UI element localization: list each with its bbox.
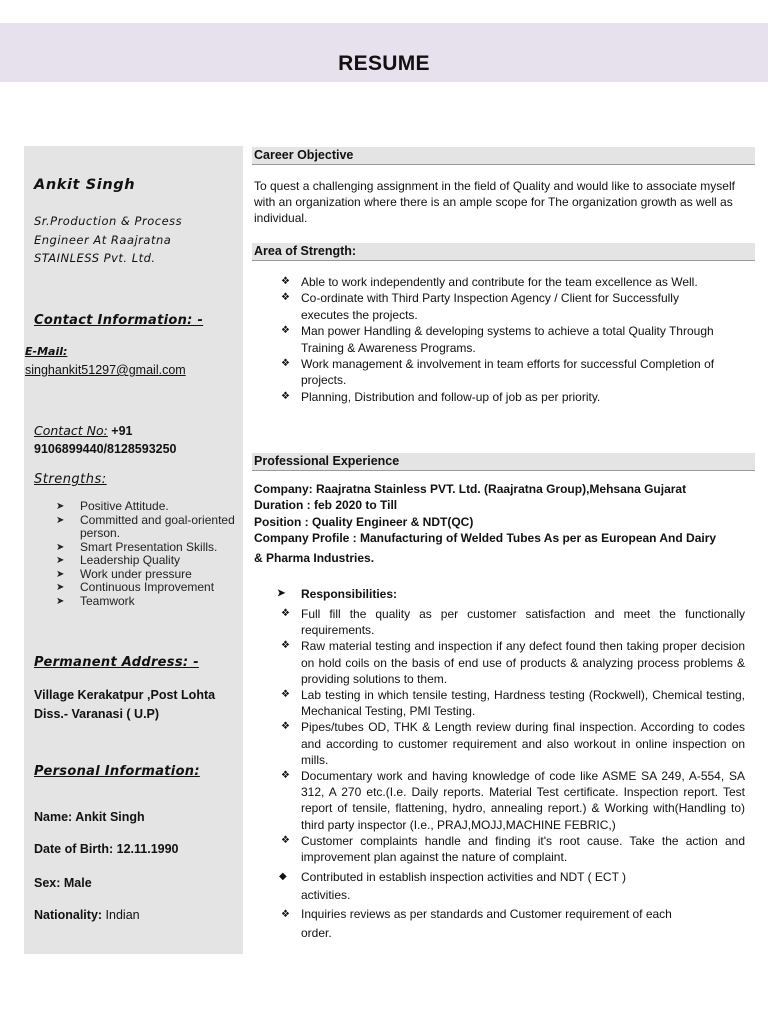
company-profile-line: Company Profile : Manufacturing of Welded Tubes As per as European And Dairy: [254, 530, 717, 545]
role-line: Sr.Production & Process: [34, 214, 183, 228]
list-item: ❖ Planning, Distribution and follow-up of job as per priority.: [281, 389, 601, 404]
address-line: Diss.- Varanasi ( U.P): [34, 707, 160, 721]
list-item: ➤ Committed and goal-oriented person.: [56, 512, 235, 540]
list-item: ❖ Man power Handling & developing systems to achieve a total Quality Through Training & Awareness Programs.: [281, 324, 714, 355]
contact-number: 9106899440/8128593250: [34, 442, 177, 456]
strengths-list: [56, 500, 241, 608]
list-item: ➤ Work under pressure: [56, 566, 192, 581]
list-item: ❖ Work management & involvement in team efforts for successful Completion of projects.: [281, 357, 715, 388]
inquiry-item: [277, 905, 747, 943]
role-line: Engineer At Raajratna: [34, 232, 172, 247]
company-profile-line: & Pharma Industries.: [254, 551, 375, 566]
personal-dob: Date of Birth: 12.11.1990: [34, 842, 179, 856]
career-objective-heading: Career Objective: [254, 148, 354, 162]
nationality-label: Nationality:: [34, 908, 103, 922]
arrow-icon: ➤: [277, 588, 286, 599]
list-item: ❖ Pipes/tubes OD, THK & Length review during final inspection. According to codes and according to customer requirement and also workout in online inspection on mills.: [281, 720, 745, 767]
contact-number-row: [34, 423, 133, 438]
email-label: E-Mail:: [25, 345, 68, 358]
professional-experience-heading: Professional Experience: [254, 454, 400, 468]
responsibilities-heading: [277, 587, 397, 601]
list-item: ❖ Documentary work and having knowledge of code like ASME SA 249, A-554, SA 312, A 270 etc.(I.e. Daily reports. Material Test certificate. Inspection report. Test report of tensile, flattening, hydro, annealing report.) & Working with(Handling to) third party inspector (I.e., PRAJ,MOJJ,MACHINE FEBRIC,): [281, 769, 745, 832]
candidate-role: [34, 212, 234, 268]
responsibilities-label: Responsibilities:: [301, 587, 398, 601]
list-item: ➤ Teamwork: [56, 593, 135, 608]
list-item: ➤ Smart Presentation Skills.: [56, 539, 218, 554]
contact-heading: Contact Information: -: [34, 313, 204, 328]
ect-line: activities.: [301, 888, 351, 902]
inquiry-line: order.: [301, 926, 332, 940]
list-item: ❖ Raw material testing and inspection if any defect found then taking proper decision on hold coils on the basis of end use of products & analyzing process problems & providing solutions to them.: [281, 639, 745, 686]
position-line: Position : Quality Engineer & NDT(QC): [254, 514, 474, 529]
strengths-heading: Strengths:: [34, 472, 107, 487]
candidate-name: Ankit Singh: [34, 177, 136, 193]
personal-nationality: [34, 908, 140, 922]
address-line: Village Kerakatpur ,Post Lohta: [34, 688, 216, 702]
address-heading: Permanent Address: -: [34, 655, 199, 670]
responsibilities-list: [277, 606, 745, 865]
list-item: ❖ Co-ordinate with Third Party Inspection Agency / Client for Successfully executes the projects.: [281, 291, 679, 322]
inquiry-line: Inquiries reviews as per standards and Customer requirement of each: [301, 907, 672, 921]
address: [34, 686, 215, 724]
list-item: ❖ Full fill the quality as per customer satisfaction and meet the functionally requirements.: [281, 607, 745, 638]
list-item: ❖ Lab testing in which tensile testing, Hardness testing (Rockwell), Chemical testing, Mechanical Testing, PMI Testing.: [281, 688, 745, 719]
contact-no-prefix: +91: [107, 424, 133, 438]
role-line: STAINLESS Pvt. Ltd.: [34, 251, 156, 265]
area-of-strength-heading: Area of Strength:: [254, 244, 357, 258]
page-title: RESUME: [338, 52, 430, 75]
list-item: ➤ Continuous Improvement: [56, 580, 215, 594]
ect-item: [277, 868, 747, 904]
personal-sex: Sex: Male: [34, 876, 92, 890]
duration-line: Duration : feb 2020 to Till: [254, 498, 398, 513]
list-item: ❖ Able to work independently and contribute for the team excellence as Well.: [281, 275, 698, 289]
ect-line: Contributed in establish inspection activities and NDT ( ECT ): [301, 870, 627, 884]
diamond-icon: ◆: [279, 871, 287, 882]
nationality-value: Indian: [102, 908, 140, 922]
contact-no-label: Contact No:: [34, 423, 108, 438]
personal-heading: Personal Information:: [34, 764, 200, 779]
company-line: Company: Raajratna Stainless PVT. Ltd. (Raajratna Group),Mehsana Gujarat: [254, 482, 687, 496]
strength-list: [277, 274, 717, 405]
email-link[interactable]: singhankit51297@gmail.com: [25, 363, 186, 377]
experience-details: [254, 481, 754, 566]
list-item: ➤ Positive Attitude.: [56, 499, 169, 513]
bullet-icon: ❖: [281, 909, 290, 920]
personal-name: Name: Ankit Singh: [34, 810, 145, 824]
list-item: ➤ Leadership Quality: [56, 553, 181, 567]
list-item: ❖ Customer complaints handle and finding it's root cause. Take the action and improvement plan against the nature of complaint.: [281, 833, 745, 865]
career-objective-text: To quest a challenging assignment in the field of Quality and would like to associate myself with an organization where there is an ample scope for The organization growth as well as individual.: [254, 179, 735, 225]
